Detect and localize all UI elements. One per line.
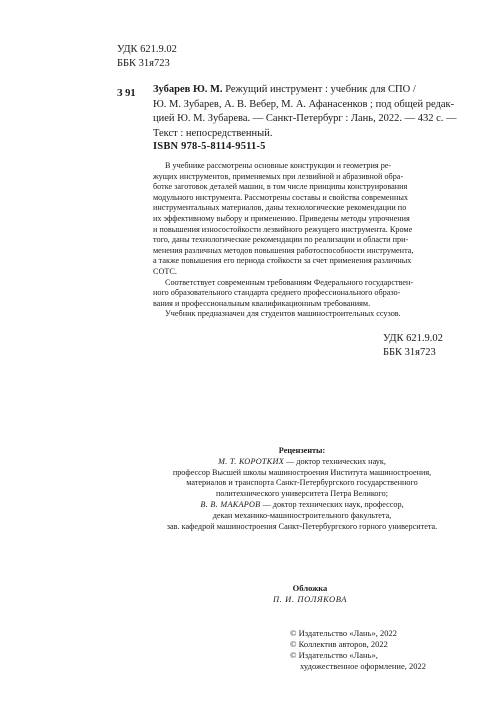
- copyright-block: [290, 628, 470, 672]
- annotation-paragraph-1: [153, 161, 465, 278]
- udk-code: УДК 621.9.02: [117, 44, 177, 55]
- bibliographic-record: [153, 83, 463, 141]
- reviewer-1-affiliation: материалов и транспорта Санкт-Петербургского государственного: [186, 478, 418, 488]
- bbk-code: ББК 31я723: [383, 347, 436, 358]
- udk-bbk-top: [117, 43, 177, 71]
- reviewers-heading: Рецензенты:: [278, 446, 326, 455]
- annotation-line: жущих инструментов, применяемых при лезвийной и абразивной обра-: [153, 171, 404, 181]
- annotation: [153, 161, 465, 320]
- udk-bbk-bottom: [383, 332, 443, 360]
- annotation-line: вания и профессиональным квалификационным требованиям.: [153, 298, 371, 308]
- annotation-line: ботке заготовок деталей машин, в том числе принципы конструирования: [153, 182, 408, 192]
- biblio-line-1: Зубарев Ю. М. Режущий инструмент : учебник для СПО /: [153, 84, 416, 95]
- reviewer-1: М. Т. КОРОТКИХ — доктор технических наук,: [218, 456, 386, 466]
- annotation-line: модульного инструмента. Рассмотрены составы и свойства современных: [153, 192, 408, 202]
- biblio-line-3: цией Ю. М. Зубарева. — Санкт-Петербург : Лань, 2022. — 432 с. —: [153, 113, 457, 125]
- reviewer-2-affiliation: зав. кафедрой машиностроения Санкт-Петербургского горного университета.: [166, 521, 438, 531]
- annotation-paragraph-2: [153, 278, 465, 310]
- reviewers-block: [152, 446, 452, 532]
- copyright-line: © Издательство «Лань»,: [290, 650, 378, 660]
- annotation-line: того, даны технологические рекомендации по реализации и области при-: [153, 235, 409, 245]
- catalog-code: З 91: [117, 88, 136, 99]
- reviewer-2-name: В. В. МАКАРОВ: [200, 499, 261, 509]
- annotation-line: В учебнике рассмотрены основные конструкции и геометрия ре-: [165, 161, 392, 170]
- copyright-line: © Издательство «Лань», 2022: [290, 628, 397, 638]
- annotation-line: инструментальных материалов, даны технологические рекомендации по: [153, 203, 407, 213]
- isbn: ISBN 978-5-8114-9511-5: [153, 141, 266, 152]
- annotation-line: СОТС.: [153, 266, 177, 276]
- cover-credit: [240, 583, 380, 605]
- bbk-code: ББК 31я723: [117, 58, 170, 69]
- reviewer-1-affiliation: профессор Высшей школы машиностроения Института машиностроения,: [172, 467, 432, 477]
- annotation-line: а также повышения его периода стойкости за счет применения различных: [153, 256, 412, 266]
- annotation-line: менения различных методов повышения работоспособности инструмента,: [153, 245, 414, 255]
- cover-heading: Обложка: [292, 583, 328, 593]
- copyright-line: художественное оформление, 2022: [300, 661, 426, 671]
- copyright-line: © Коллектив авторов, 2022: [290, 639, 388, 649]
- annotation-line: их эффективному выбору и применению. Приведены методы упрочнения: [153, 213, 410, 223]
- reviewer-2: В. В. МАКАРОВ — доктор технических наук, профессор,: [200, 499, 404, 509]
- reviewer-1-affiliation: политехнического университета Петра Великого;: [215, 489, 389, 499]
- reviewer-2-affiliation: декан механико-машиностроительного факультета,: [212, 510, 392, 520]
- biblio-line-4: Текст : непосредственный.: [153, 127, 273, 139]
- reviewer-1-name: М. Т. КОРОТКИХ: [218, 456, 285, 466]
- annotation-line: и повышения износостойкости лезвийного режущего инструмента. Кроме: [153, 224, 413, 234]
- biblio-line-2: Ю. М. Зубарев, А. В. Вебер, М. А. Афанасенков ; под общей редак-: [153, 98, 455, 110]
- author-name: Зубарев Ю. М.: [153, 84, 223, 95]
- annotation-paragraph-3: Учебник предназначен для студентов машиностроительных ссузов.: [165, 309, 401, 319]
- annotation-line: Соответствует современным требованиям Федерального государствен-: [165, 277, 414, 287]
- cover-designer: П. И. ПОЛЯКОВА: [272, 594, 348, 604]
- annotation-line: ного образовательного стандарта среднего профессионального образо-: [153, 288, 401, 298]
- udk-code: УДК 621.9.02: [383, 333, 443, 344]
